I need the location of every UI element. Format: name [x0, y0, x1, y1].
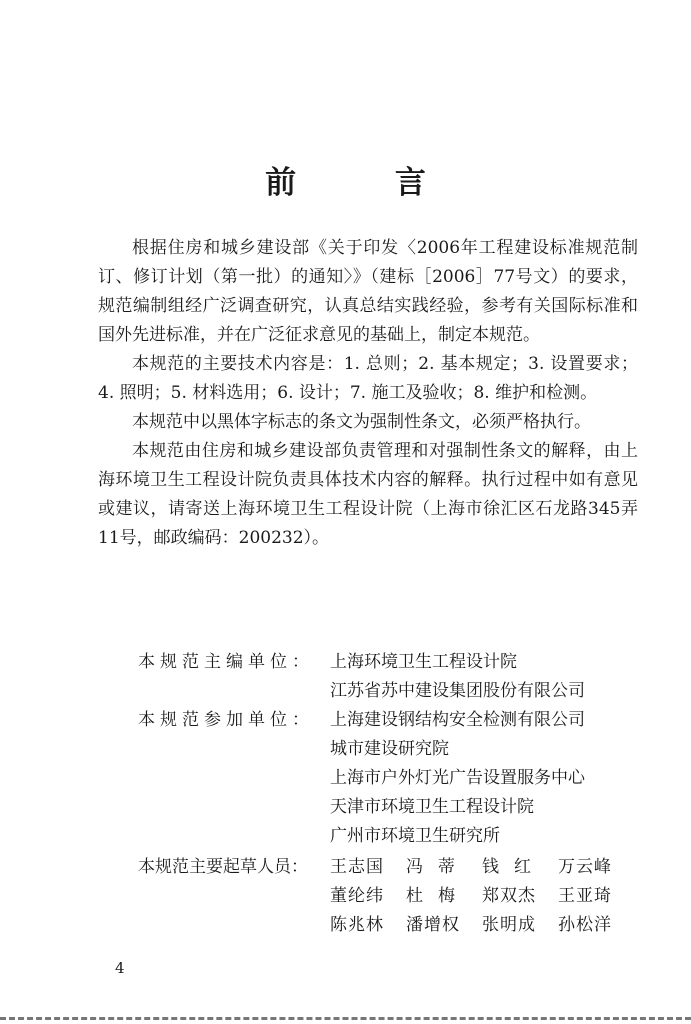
- paragraph-background: 根据住房和城乡建设部《关于印发〈2006年工程建设标准规范制订、修订计划（第一批）的通知〉》（建标［2006］77号文）的要求，规范编制组经广泛调查研究，认真总结实践经验，参考有关国际标准和国外先进标准，并在广泛征求意见的基础上，制定本规范。: [98, 238, 638, 345]
- drafters-row: [330, 882, 634, 911]
- list-item: [98, 677, 638, 706]
- chief-unit: 上海环境卫生工程设计院: [330, 652, 517, 672]
- chief-unit: 江苏省苏中建设集团股份有限公司: [330, 681, 585, 701]
- list-item: [98, 882, 638, 911]
- drafter-name: 王志国: [330, 857, 384, 877]
- drafter-name: 陈兆林: [330, 915, 384, 935]
- participating-units-label: 本规范参加单位：: [138, 710, 314, 730]
- participating-unit: 上海建设钢结构安全检测有限公司: [330, 710, 585, 730]
- drafter-name: 潘增权: [406, 915, 460, 935]
- list-item: [98, 793, 638, 822]
- drafters-row: [330, 853, 634, 882]
- page-number: 4: [115, 959, 125, 977]
- list-item: [98, 764, 638, 793]
- paragraph-mandatory-clauses: 本规范中以黑体字标志的条文为强制性条文，必须严格执行。: [132, 412, 591, 432]
- drafter-name: 孙松洋: [558, 915, 612, 935]
- list-item: [98, 648, 638, 677]
- drafter-name: 杜梅: [406, 886, 470, 906]
- drafter-name: 钱红: [482, 857, 546, 877]
- drafter-name: 张明成: [482, 915, 536, 935]
- drafter-name: 郑双杰: [482, 886, 536, 906]
- list-item: [98, 911, 638, 940]
- drafters-label: 本规范主要起草人员：: [138, 857, 308, 877]
- list-item: [98, 822, 638, 851]
- participating-unit: 广州市环境卫生研究所: [330, 826, 500, 846]
- drafters-row: [330, 911, 634, 940]
- drafter-name: 王亚琦: [558, 886, 612, 906]
- list-item: [98, 853, 638, 882]
- list-item: [98, 706, 638, 735]
- chief-units-label: 本规范主编单位：: [138, 652, 314, 672]
- participating-units-block: [98, 706, 638, 851]
- participating-unit: 天津市环境卫生工程设计院: [330, 797, 534, 817]
- drafter-name: 冯蒂: [406, 857, 470, 877]
- drafter-name: 万云峰: [558, 857, 612, 877]
- drafter-name: 董纶纬: [330, 886, 384, 906]
- scan-edge-divider: [0, 1017, 691, 1020]
- participating-unit: 城市建设研究院: [330, 739, 449, 759]
- page-title: 前 言: [265, 165, 470, 201]
- participating-unit: 上海市户外灯光广告设置服务中心: [330, 768, 585, 788]
- chief-units-block: [98, 648, 638, 706]
- preface-body: [98, 234, 638, 553]
- drafters-block: [98, 853, 638, 940]
- paragraph-management: 本规范由住房和城乡建设部负责管理和对强制性条文的解释，由上海环境卫生工程设计院负责具体技术内容的解释。执行过程中如有意见或建议，请寄送上海环境卫生工程设计院（上海市徐汇区石龙路345弄11号，邮政编码：200232）。: [98, 441, 638, 548]
- paragraph-technical-content: 本规范的主要技术内容是：1. 总则；2. 基本规定；3. 设置要求；4. 照明；5. 材料选用；6. 设计；7. 施工及验收；8. 维护和检测。: [98, 354, 638, 403]
- list-item: [98, 735, 638, 764]
